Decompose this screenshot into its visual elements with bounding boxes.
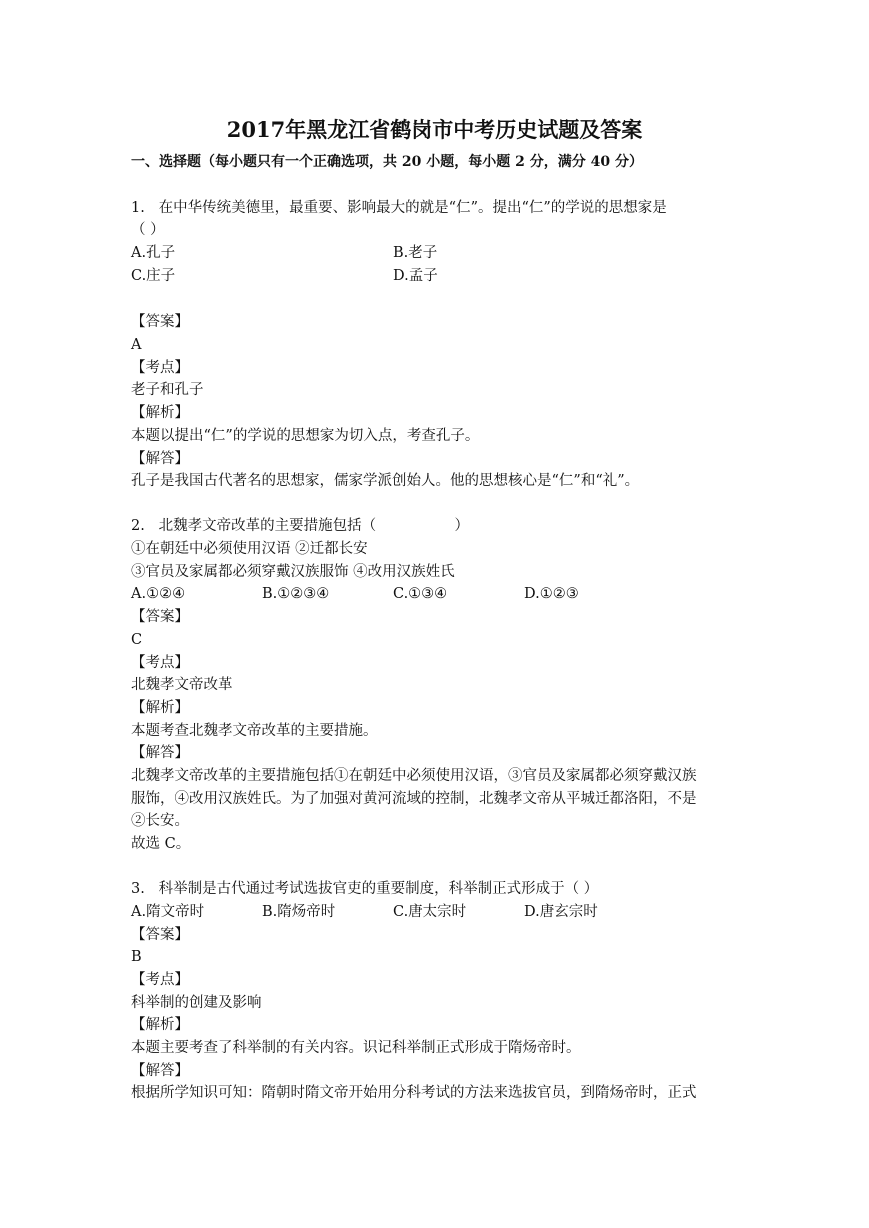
document-title: 2017年黑龙江省鹤岗市中考历史试题及答案 — [226, 117, 643, 142]
question-2-solution-line-4: 故选 C。 — [131, 836, 191, 852]
question-2-solution-label: 【解答】 — [131, 745, 189, 761]
question-1-option-d: D.孟子 — [393, 268, 438, 284]
question-2-answer-label: 【答案】 — [131, 609, 189, 625]
question-2-solution-line-3: ②长安。 — [131, 813, 189, 829]
question-2-solution-line-2: 服饰，④改用汉族姓氏。为了加强对黄河流域的控制，北魏孝文帝从平城迁都洛阳，不是 — [131, 791, 697, 807]
question-2-item-line-1: ①在朝廷中必须使用汉语 ②迁都长安 — [131, 541, 368, 557]
question-2-item-line-2: ③官员及家属都必须穿戴汉族服饰 ④改用汉族姓氏 — [131, 564, 455, 580]
question-3-stem: 3. 科举制是古代通过考试选拔官吏的重要制度，科举制正式形成于（ ） — [131, 881, 599, 897]
question-3-analysis: 本题主要考查了科举制的有关内容。识记科举制正式形成于隋炀帝时。 — [131, 1040, 581, 1056]
question-2-point: 北魏孝文帝改革 — [131, 677, 233, 693]
question-1-stem-cont: （ ） — [131, 222, 165, 238]
question-3-option-a: A.隋文帝时 — [131, 904, 205, 920]
question-1-option-c: C.庄子 — [131, 268, 176, 284]
question-2-option-d: D.①②③ — [524, 586, 579, 602]
question-2-answer: C — [131, 632, 143, 648]
question-1-option-b: B.老子 — [393, 245, 438, 261]
question-3-answer: B — [131, 949, 142, 965]
question-3-option-b: B.隋炀帝时 — [262, 904, 336, 920]
question-2-solution-line-1: 北魏孝文帝改革的主要措施包括①在朝廷中必须使用汉语，③官员及家属都必须穿戴汉族 — [131, 768, 697, 784]
question-3-solution-label: 【解答】 — [131, 1063, 189, 1079]
question-1-analysis: 本题以提出“仁”的学说的思想家为切入点，考查孔子。 — [131, 428, 480, 444]
question-3-solution-line-1: 根据所学知识可知：隋朝时隋文帝开始用分科考试的方法来选拔官员，到隋炀帝时，正式 — [131, 1085, 697, 1101]
question-1-answer-label: 【答案】 — [131, 314, 189, 330]
question-3-option-c: C.唐太宗时 — [393, 904, 467, 920]
question-1-stem: 1. 在中华传统美德里，最重要、影响最大的就是“仁”。提出“仁”的学说的思想家是 — [131, 200, 667, 216]
question-2-stem: 2. 北魏孝文帝改革的主要措施包括（ ） — [131, 518, 470, 534]
question-1-point: 老子和孔子 — [131, 382, 204, 398]
question-2-analysis: 本题考查北魏孝文帝改革的主要措施。 — [131, 723, 378, 739]
question-1-solution: 孔子是我国古代著名的思想家，儒家学派创始人。他的思想核心是“仁”和“礼”。 — [131, 473, 640, 489]
question-2-option-b: B.①②③④ — [262, 586, 330, 602]
question-3-answer-label: 【答案】 — [131, 927, 189, 943]
question-2-point-label: 【考点】 — [131, 655, 189, 671]
question-1-solution-label: 【解答】 — [131, 451, 189, 467]
question-3-point-label: 【考点】 — [131, 972, 189, 988]
question-3-point: 科举制的创建及影响 — [131, 995, 262, 1011]
question-1-answer: A — [131, 337, 142, 353]
question-2-analysis-label: 【解析】 — [131, 700, 189, 716]
question-3-option-d: D.唐玄宗时 — [524, 904, 598, 920]
question-2-option-a: A.①②④ — [131, 586, 186, 602]
question-1-analysis-label: 【解析】 — [131, 405, 189, 421]
section-heading: 一、选择题（每小题只有一个正确选项，共 20 小题，每小题 2 分，满分 40 分） — [131, 154, 643, 170]
question-2-option-c: C.①③④ — [393, 586, 448, 602]
question-1-point-label: 【考点】 — [131, 360, 189, 376]
question-1-option-a: A.孔子 — [131, 245, 176, 261]
question-3-analysis-label: 【解析】 — [131, 1017, 189, 1033]
